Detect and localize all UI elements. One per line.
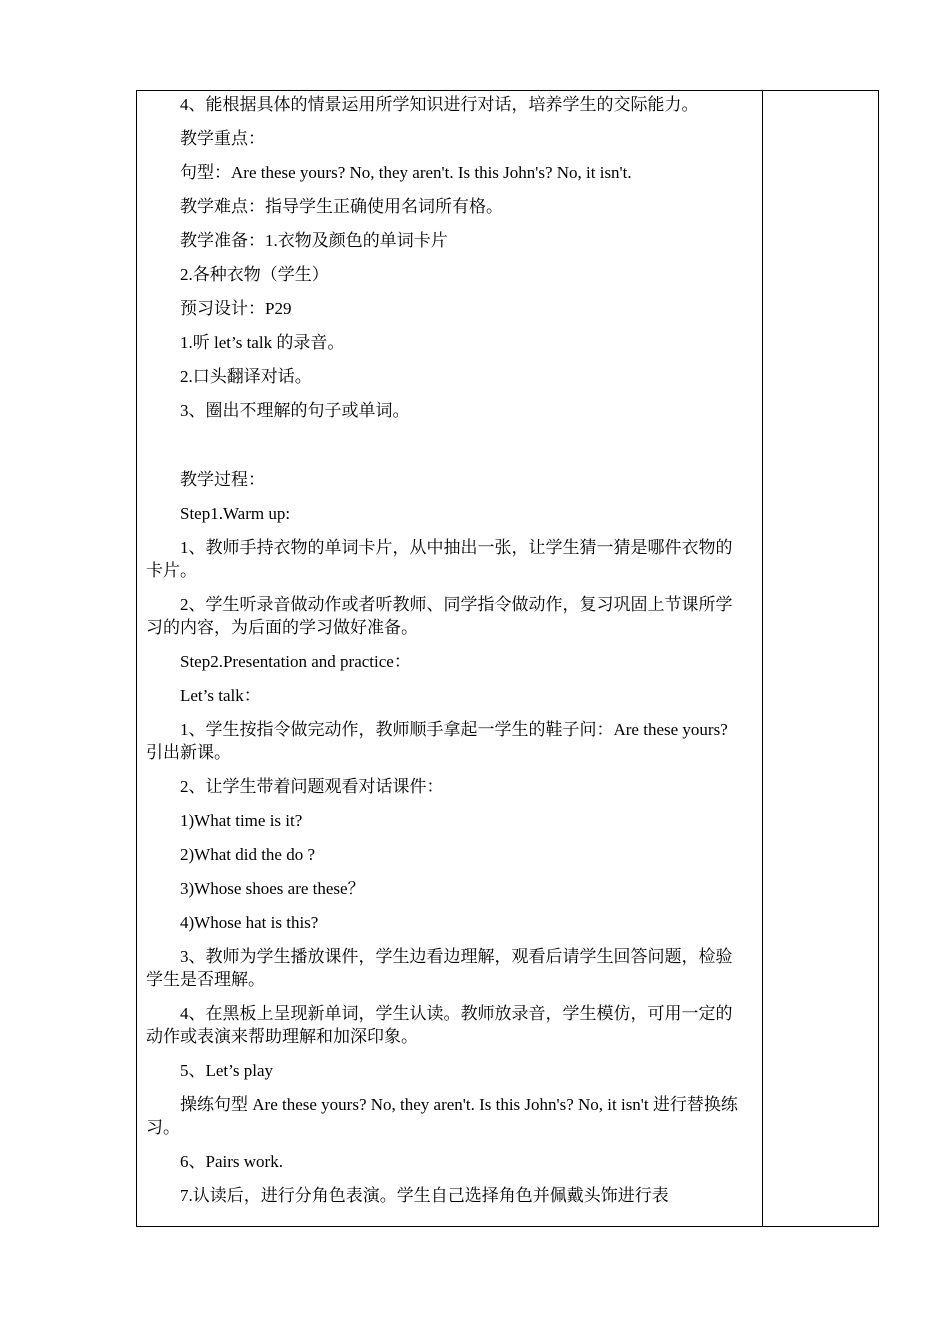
talk-item-5: 5、Let’s play	[180, 1061, 274, 1080]
key-points-heading: 教学重点：	[180, 129, 265, 148]
lesson-plan-table	[136, 90, 879, 1227]
talk-item-1: 1、学生按指令做完动作，教师顺手拿起一学生的鞋子问：Are these yours? 引出新课。	[146, 720, 728, 762]
warmup-item-2: 2、学生听录音做动作或者听教师、同学指令做动作，复习巩固上节课所学习的内容，为后面的学习做好准备。	[146, 595, 733, 637]
process-heading: 教学过程：	[180, 470, 265, 489]
step2-heading: Step2.Presentation and practice：	[180, 652, 411, 671]
table-row	[137, 91, 879, 1227]
blank-spacer	[146, 433, 748, 468]
lesson-content	[137, 91, 762, 1207]
talk-item-7: 7.认读后，进行分角色表演。学生自己选择角色并佩戴头饰进行表	[180, 1186, 669, 1205]
question-1: 1)What time is it?	[180, 811, 303, 830]
main-content-cell	[137, 91, 763, 1227]
preview-step-2: 2.口头翻译对话。	[180, 367, 312, 386]
side-notes-cell	[763, 91, 879, 1227]
question-2: 2)What did the do ?	[180, 845, 316, 864]
preview-design: 预习设计：P29	[180, 299, 292, 318]
preview-step-3: 3、圈出不理解的句子或单词。	[180, 401, 410, 420]
objective-4: 4、能根据具体的情景运用所学知识进行对话，培养学生的交际能力。	[180, 95, 699, 114]
lets-talk-heading: Let’s talk：	[180, 686, 261, 705]
step1-heading: Step1.Warm up:	[180, 504, 291, 523]
warmup-item-1: 1、教师手持衣物的单词卡片，从中抽出一张，让学生猜一猜是哪件衣物的卡片。	[146, 538, 733, 580]
preparation-1: 教学准备：1.衣物及颜色的单词卡片	[180, 231, 448, 250]
talk-item-2: 2、让学生带着问题观看对话课件：	[180, 777, 444, 796]
key-sentence-patterns: 句型：Are these yours? No, they aren't. Is this John's? No, it isn't.	[180, 163, 632, 182]
question-4: 4)Whose hat is this?	[180, 913, 319, 932]
preview-step-1: 1.听 let’s talk 的录音。	[180, 333, 345, 352]
preparation-2: 2.各种衣物（学生）	[180, 265, 329, 284]
talk-item-6: 6、Pairs work.	[180, 1152, 283, 1171]
talk-item-4: 4、在黑板上呈现新单词，学生认读。教师放录音，学生模仿，可用一定的动作或表演来帮助理解和加深印象。	[146, 1004, 733, 1046]
drill-sentence-patterns: 操练句型 Are these yours? No, they aren't. Is this John's? No, it isn't 进行替换练习。	[146, 1095, 738, 1137]
difficult-points: 教学难点：指导学生正确使用名词所有格。	[180, 197, 503, 216]
question-3: 3)Whose shoes are these？	[180, 879, 365, 898]
talk-item-3: 3、教师为学生播放课件，学生边看边理解，观看后请学生回答问题，检验学生是否理解。	[146, 947, 733, 989]
